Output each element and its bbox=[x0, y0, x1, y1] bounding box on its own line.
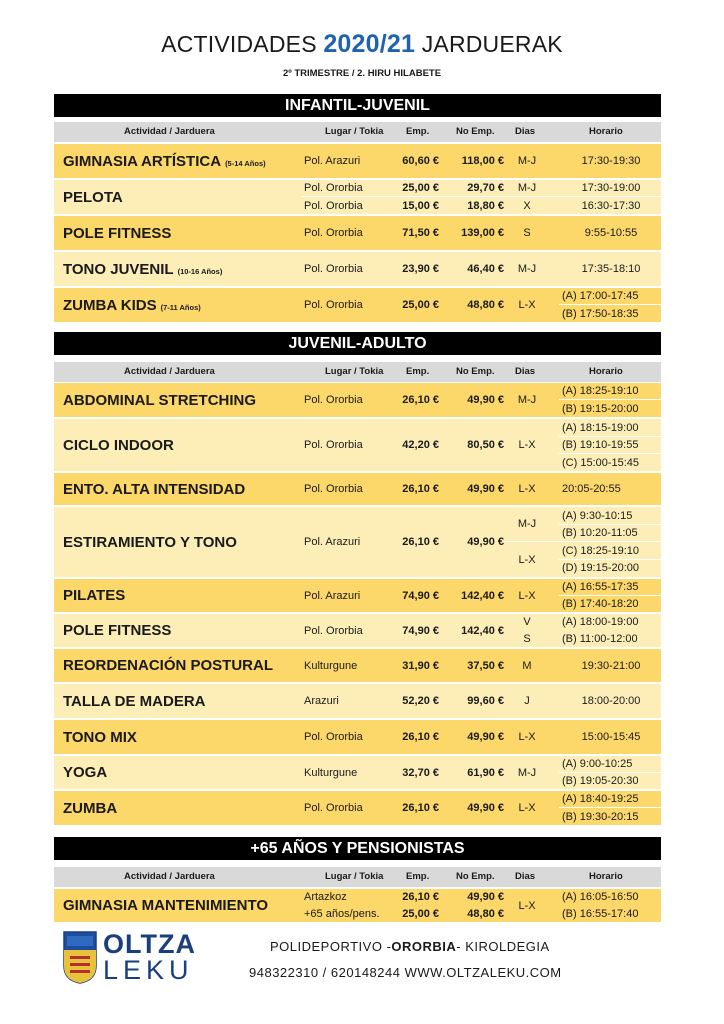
price-noemp: 61,90 € bbox=[467, 766, 504, 779]
lugar: Pol. Ororbia bbox=[304, 263, 363, 275]
horario: (C) 15:00-15:45 bbox=[562, 456, 640, 469]
activity-name: ENTO. ALTA INTENSIDAD bbox=[63, 480, 246, 498]
col-noemp: No Emp. bbox=[456, 871, 495, 882]
col-dias: Dias bbox=[515, 366, 536, 377]
activity-name: ESTIRAMIENTO Y TONO bbox=[63, 533, 237, 551]
lugar: Pol. Ororbia bbox=[304, 483, 363, 495]
dias: M-J bbox=[517, 766, 537, 779]
col-emp: Emp. bbox=[406, 126, 430, 137]
horario: (B) 10:20-11:05 bbox=[562, 526, 638, 539]
price-emp: 26,10 € bbox=[402, 802, 439, 814]
dias: S bbox=[523, 633, 531, 645]
table-row bbox=[54, 756, 661, 789]
horario: (A) 18:40-19:25 bbox=[562, 793, 639, 805]
price-noemp: 118,00 € bbox=[461, 155, 504, 167]
horario: (C) 18:25-19:10 bbox=[562, 544, 640, 557]
activity-name: TALLA DE MADERA bbox=[63, 692, 206, 710]
col-lugar: Lugar / Tokia bbox=[325, 366, 384, 377]
price-emp: 25,00 € bbox=[402, 182, 439, 194]
oltza-leku-logo bbox=[62, 930, 194, 984]
table-row bbox=[54, 579, 661, 612]
price-noemp: 18,80 € bbox=[467, 199, 504, 212]
dias: S bbox=[523, 227, 531, 239]
horario: (B) 19:15-20:00 bbox=[562, 402, 639, 415]
activity-name: ZUMBA bbox=[63, 799, 118, 817]
table-row bbox=[54, 180, 661, 214]
price-noemp: 49,90 € bbox=[467, 536, 504, 548]
horario: (B) 19:10-19:55 bbox=[562, 438, 639, 451]
horario: (A) 9:00-10:25 bbox=[562, 758, 633, 770]
activity-name: CICLO INDOOR bbox=[63, 436, 174, 454]
logo-text-top: OLTZA bbox=[103, 929, 196, 959]
dias: L-X bbox=[518, 299, 536, 311]
horario: (A) 18:25-19:10 bbox=[562, 385, 639, 397]
price-emp: 26,10 € bbox=[402, 536, 439, 548]
price-noemp: 80,50 € bbox=[467, 439, 504, 451]
horario: (B) 17:50-18:35 bbox=[562, 307, 639, 320]
dias: L-X bbox=[518, 802, 536, 814]
price-noemp: 49,90 € bbox=[467, 802, 504, 814]
col-horario: Horario bbox=[589, 126, 623, 137]
logo-text-bottom: LEKU bbox=[103, 955, 194, 985]
lugar: Artazkoz bbox=[304, 891, 347, 903]
price-emp: 32,70 € bbox=[402, 766, 439, 779]
price-emp: 71,50 € bbox=[402, 227, 439, 239]
horario: (A) 16:55-17:35 bbox=[562, 581, 639, 593]
title-year: 2020/21 bbox=[323, 30, 416, 58]
horario: 20:05-20:55 bbox=[562, 483, 621, 495]
lugar: Pol. Ororbia bbox=[304, 731, 363, 743]
price-noemp: 49,90 € bbox=[467, 394, 504, 406]
lugar: Pol. Ororbia bbox=[304, 227, 363, 239]
table-row bbox=[54, 419, 661, 471]
table-row bbox=[54, 288, 661, 322]
horario: 9:55-10:55 bbox=[584, 227, 638, 239]
col-actividad: Actividad / Jarduera bbox=[124, 366, 215, 377]
col-noemp: No Emp. bbox=[456, 366, 495, 377]
activity-name: POLE FITNESS bbox=[63, 224, 172, 242]
horario: 19:30-21:00 bbox=[581, 659, 641, 672]
activity-name: REORDENACIÓN POSTURAL bbox=[63, 657, 274, 674]
activity-name: PELOTA bbox=[63, 188, 123, 206]
dias: L-X bbox=[518, 553, 536, 566]
table-row bbox=[54, 473, 661, 505]
lugar: Pol. Ororbia bbox=[304, 182, 363, 194]
column-header bbox=[54, 362, 661, 382]
lugar: Arazuri bbox=[304, 695, 339, 707]
col-noemp: No Emp. bbox=[456, 126, 495, 137]
price-noemp: 29,70 € bbox=[467, 182, 504, 194]
lugar: Pol. Ororbia bbox=[304, 199, 363, 212]
horario: (B) 11:00-12:00 bbox=[562, 633, 638, 645]
price-emp: 60,60 € bbox=[402, 155, 439, 167]
dias: M-J bbox=[517, 518, 537, 530]
column-header bbox=[54, 122, 661, 142]
price-noemp: 142,40 € bbox=[461, 589, 504, 602]
dias: L-X bbox=[518, 899, 536, 912]
price-noemp: 37,50 € bbox=[467, 659, 504, 672]
price-emp: 74,90 € bbox=[402, 624, 439, 637]
price-emp: 26,10 € bbox=[402, 483, 439, 495]
dias: M-J bbox=[517, 263, 537, 275]
horario: (B) 16:55-17:40 bbox=[562, 908, 639, 920]
horario: (B) 17:40-18:20 bbox=[562, 598, 639, 610]
horario: 18:00-20:00 bbox=[581, 695, 641, 707]
column-header bbox=[54, 867, 661, 887]
col-emp: Emp. bbox=[406, 366, 430, 377]
horario: (A) 16:05-16:50 bbox=[562, 891, 639, 903]
lugar: Pol. Arazuri bbox=[304, 536, 361, 548]
title-text-a: ACTIVIDADES bbox=[161, 31, 324, 57]
lugar: Pol. Arazuri bbox=[304, 589, 361, 602]
activity-name: PILATES bbox=[63, 587, 126, 604]
col-dias: Dias bbox=[515, 871, 536, 882]
table-row bbox=[54, 649, 661, 682]
price-emp: 52,20 € bbox=[402, 695, 439, 707]
section-header-infantil: INFANTIL-JUVENIL bbox=[54, 94, 661, 117]
activity-name: POLE FITNESS bbox=[63, 622, 172, 639]
col-actividad: Actividad / Jarduera bbox=[124, 871, 215, 882]
price-noemp: 99,60 € bbox=[467, 695, 504, 707]
col-horario: Horario bbox=[589, 366, 623, 377]
dias: M-J bbox=[517, 394, 537, 406]
section-header-adulto: JUVENIL-ADULTO bbox=[54, 332, 661, 355]
lugar: +65 años/pens. bbox=[304, 908, 380, 920]
price-emp: 74,90 € bbox=[402, 589, 439, 602]
page-subtitle: 2º TRIMESTRE / 2. HIRU HILABETE bbox=[282, 68, 442, 79]
dias: L-X bbox=[518, 731, 536, 743]
col-lugar: Lugar / Tokia bbox=[325, 126, 384, 137]
price-emp: 23,90 € bbox=[402, 263, 439, 275]
dias: L-X bbox=[518, 589, 536, 602]
activity-name: YOGA bbox=[63, 764, 108, 781]
dias: M-J bbox=[517, 155, 537, 167]
table-row bbox=[54, 144, 661, 178]
horario: (B) 19:05-20:30 bbox=[562, 775, 639, 787]
activity-name: TONO JUVENIL (10-16 Años) bbox=[63, 260, 223, 278]
col-lugar: Lugar / Tokia bbox=[325, 871, 384, 882]
activity-name: TONO MIX bbox=[63, 728, 137, 746]
price-emp: 42,20 € bbox=[402, 439, 439, 451]
price-emp: 25,00 € bbox=[402, 908, 439, 920]
price-noemp: 49,90 € bbox=[467, 483, 504, 495]
price-noemp: 49,90 € bbox=[467, 891, 504, 903]
footer-contact: 948322310 / 620148244 WWW.OLTZALEKU.COM bbox=[249, 965, 562, 980]
price-emp: 15,00 € bbox=[402, 199, 439, 212]
col-emp: Emp. bbox=[406, 871, 430, 882]
horario: 17:35-18:10 bbox=[581, 263, 641, 275]
table-row bbox=[54, 614, 661, 647]
table-row bbox=[54, 216, 661, 250]
price-emp: 25,00 € bbox=[402, 299, 439, 311]
lugar: Pol. Ororbia bbox=[304, 299, 363, 311]
lugar: Kulturgune bbox=[304, 766, 358, 779]
dias: M-J bbox=[517, 182, 537, 194]
table-row bbox=[54, 720, 661, 754]
col-actividad: Actividad / Jarduera bbox=[124, 126, 215, 137]
lugar: Pol. Ororbia bbox=[304, 624, 363, 637]
table-row bbox=[54, 889, 661, 922]
lugar: Pol. Ororbia bbox=[304, 439, 363, 451]
table-row bbox=[54, 383, 661, 417]
price-emp: 26,10 € bbox=[402, 731, 439, 743]
price-noemp: 48,80 € bbox=[467, 299, 504, 311]
activity-name: GIMNASIA MANTENIMIENTO bbox=[63, 897, 268, 914]
activity-name: ABDOMINAL STRETCHING bbox=[63, 391, 257, 409]
table-row bbox=[54, 791, 661, 825]
horario: (A) 17:00-17:45 bbox=[562, 290, 639, 302]
price-emp: 26,10 € bbox=[402, 891, 439, 903]
horario: (A) 18:15-19:00 bbox=[562, 421, 639, 434]
dias: X bbox=[523, 199, 531, 212]
price-noemp: 46,40 € bbox=[467, 263, 504, 275]
lugar: Pol. Ororbia bbox=[304, 802, 363, 814]
col-dias: Dias bbox=[515, 126, 536, 137]
footer-address: POLIDEPORTIVO -ORORBIA- KIROLDEGIA bbox=[270, 939, 550, 954]
table-row bbox=[54, 252, 661, 286]
dias: L-X bbox=[518, 483, 536, 495]
activity-name: ZUMBA KIDS (7-11 Años) bbox=[63, 296, 201, 314]
price-noemp: 139,00 € bbox=[461, 227, 504, 239]
horario: (B) 19:30-20:15 bbox=[562, 810, 639, 823]
price-noemp: 142,40 € bbox=[461, 624, 504, 637]
title-text-b: JARDUERAK bbox=[415, 31, 563, 57]
col-horario: Horario bbox=[589, 871, 623, 882]
horario: (A) 18:00-19:00 bbox=[562, 616, 639, 628]
table-row bbox=[54, 507, 661, 577]
price-noemp: 49,90 € bbox=[467, 731, 504, 743]
price-noemp: 48,80 € bbox=[467, 908, 504, 920]
horario: 15:00-15:45 bbox=[581, 731, 641, 743]
lugar: Kulturgune bbox=[304, 659, 358, 672]
dias: M bbox=[522, 659, 532, 672]
horario: 17:30-19:00 bbox=[581, 182, 641, 194]
dias: L-X bbox=[518, 439, 536, 451]
price-emp: 26,10 € bbox=[402, 394, 439, 406]
table-row bbox=[54, 684, 661, 718]
horario: 17:30-19:30 bbox=[581, 155, 641, 167]
activity-name: GIMNASIA ARTÍSTICA (5-14 Años) bbox=[63, 152, 266, 170]
horario: 16:30-17:30 bbox=[581, 199, 641, 212]
dias: J bbox=[524, 695, 530, 707]
lugar: Pol. Arazuri bbox=[304, 155, 361, 167]
horario: (D) 19:15-20:00 bbox=[562, 562, 640, 574]
lugar: Pol. Ororbia bbox=[304, 394, 363, 406]
horario: (A) 9:30-10:15 bbox=[562, 509, 633, 522]
dias: V bbox=[523, 616, 531, 628]
price-emp: 31,90 € bbox=[402, 659, 439, 672]
shield-icon bbox=[62, 930, 98, 984]
page-title bbox=[0, 30, 724, 59]
section-header-senior: +65 AÑOS Y PENSIONISTAS bbox=[54, 837, 661, 860]
